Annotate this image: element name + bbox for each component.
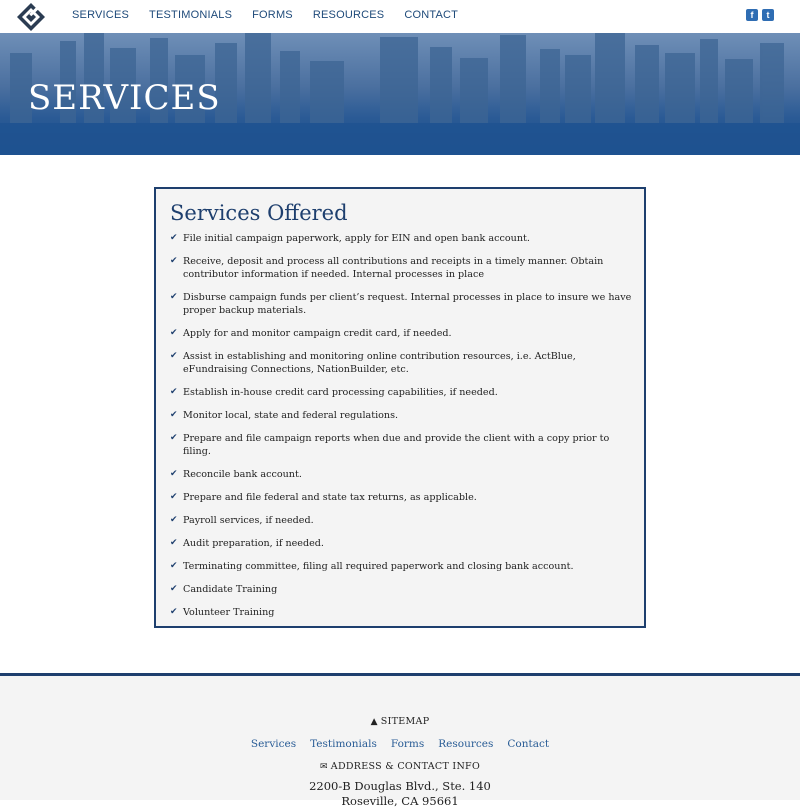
footer-link-testimonials[interactable]: Testimonials xyxy=(310,738,377,750)
check-icon: ✔ xyxy=(170,584,178,594)
sitemap-icon: ▲ xyxy=(370,717,378,727)
address-line-1: 2200-B Douglas Blvd., Ste. 140 xyxy=(309,779,491,793)
social-links xyxy=(746,9,774,21)
list-item: ✔ Assist in establishing and monitoring online contribution resources, i.e. ActBlue, eFundraising Connections, NationBuilder, etc. xyxy=(170,351,576,375)
hero-banner xyxy=(0,33,800,155)
check-icon: ✔ xyxy=(170,538,178,548)
nav-link-resources[interactable]: RESOURCES xyxy=(312,9,385,21)
list-item: ✔ Payroll services, if needed. xyxy=(170,515,314,526)
list-item: ✔ Apply for and monitor campaign credit card, if needed. xyxy=(170,328,452,339)
list-item: ✔ Terminating committee, filing all required paperwork and closing bank account. xyxy=(170,561,574,572)
list-item: ✔ Volunteer Training xyxy=(170,607,275,618)
nav-link-services[interactable]: SERVICES xyxy=(72,9,130,21)
check-icon: ✔ xyxy=(170,233,178,243)
footer-sitemap-links xyxy=(0,738,800,750)
check-icon: ✔ xyxy=(170,469,178,479)
check-icon: ✔ xyxy=(170,328,178,338)
list-item: ✔ Prepare and file campaign reports when due and provide the client with a copy prior to filing. xyxy=(170,433,610,457)
list-item: ✔ Prepare and file federal and state tax returns, as applicable. xyxy=(170,492,477,503)
nav-link-testimonials[interactable]: TESTIMONIALS xyxy=(149,9,233,21)
list-item: ✔ Candidate Training xyxy=(170,584,278,595)
check-icon: ✔ xyxy=(170,351,178,361)
check-icon: ✔ xyxy=(170,292,178,302)
check-icon: ✔ xyxy=(170,433,178,443)
check-icon: ✔ xyxy=(170,607,178,617)
services-list xyxy=(170,232,632,629)
top-nav xyxy=(0,0,800,33)
footer-link-resources[interactable]: Resources xyxy=(438,738,494,750)
check-icon: ✔ xyxy=(170,256,178,266)
contact-heading: ✉ ADDRESS & CONTACT INFO xyxy=(319,761,481,772)
check-icon: ✔ xyxy=(170,515,178,525)
address-line-2: Roseville, CA 95661 xyxy=(341,794,459,808)
list-item: ✔ Reconcile bank account. xyxy=(170,469,302,480)
check-icon: ✔ xyxy=(170,561,178,571)
footer-link-forms[interactable]: Forms xyxy=(390,738,425,750)
check-icon: ✔ xyxy=(170,387,178,397)
facebook-icon[interactable]: f xyxy=(746,9,758,21)
footer-link-contact[interactable]: Contact xyxy=(507,738,550,750)
services-heading: Services Offered xyxy=(170,201,348,225)
twitter-icon[interactable]: t xyxy=(762,9,774,21)
list-item: ✔ Disburse campaign funds per client’s request. Internal processes in place to insure we have proper backup materials. xyxy=(170,292,632,316)
list-item: ✔ Audit preparation, if needed. xyxy=(170,538,324,549)
logo-icon[interactable] xyxy=(16,2,46,32)
list-item: ✔ Receive, deposit and process all contributions and receipts in a timely manner. Obtain contributor information if needed. Internal processes in place xyxy=(170,256,604,280)
list-item: ✔ Establish in-house credit card processing capabilities, if needed. xyxy=(170,387,498,398)
footer-link-services[interactable]: Services xyxy=(250,738,297,750)
list-item: ✔ Monitor local, state and federal regulations. xyxy=(170,410,399,421)
check-icon: ✔ xyxy=(170,410,178,420)
page-title: SERVICES xyxy=(28,78,221,118)
nav-link-contact[interactable]: CONTACT xyxy=(404,9,459,21)
services-panel xyxy=(154,187,646,628)
check-icon: ✔ xyxy=(170,492,178,502)
list-item: ✔ File initial campaign paperwork, apply for EIN and open bank account. xyxy=(170,233,530,244)
footer xyxy=(0,673,800,808)
nav-links xyxy=(72,9,478,21)
nav-link-forms[interactable]: FORMS xyxy=(252,9,293,21)
envelope-icon: ✉ xyxy=(319,762,328,772)
sitemap-heading: ▲ SITEMAP xyxy=(370,716,430,727)
